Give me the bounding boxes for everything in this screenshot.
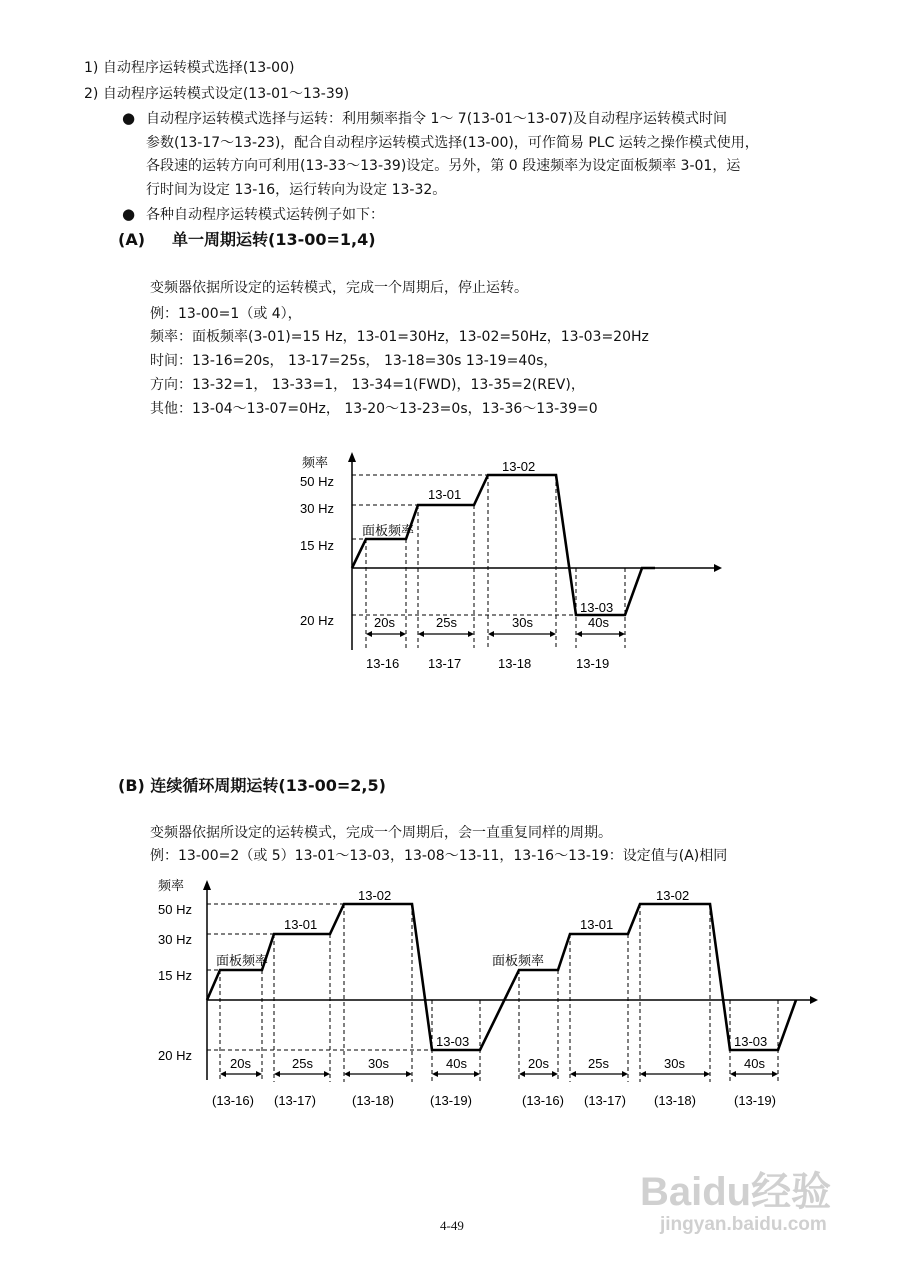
- chart-a-param-3: 13-18: [498, 656, 532, 671]
- section-a-desc: 变频器依据所设定的运转模式，完成一个周期后，停止运转。: [150, 280, 528, 296]
- chart-b-step-7: 13-02: [656, 888, 690, 903]
- chart-b-y-15: 15 Hz: [158, 968, 192, 983]
- chart-b-param-7: (13-18): [654, 1093, 696, 1108]
- chart-b-dur-3: 30s: [368, 1056, 389, 1071]
- bullet-1-icon: ●: [122, 109, 136, 127]
- watermark-brand: Baidu经验: [640, 1170, 832, 1214]
- chart-a-y-20: 20 Hz: [300, 613, 334, 628]
- bullet1-line-4: 行时间为设定 13-16，运行转向为设定 13-32。: [146, 182, 447, 198]
- chart-b-dur-8: 40s: [744, 1056, 765, 1071]
- chart-b-param-1: (13-16): [212, 1093, 254, 1108]
- chart-b-dur-2: 25s: [292, 1056, 313, 1071]
- chart-b-param-8: (13-19): [734, 1093, 776, 1108]
- section-a-line-3: 时间：13-16=20s， 13-17=25s， 13-18=30s 13-19=40s，: [150, 353, 558, 369]
- section-a-line-4: 方向：13-32=1， 13-33=1， 13-34=1(FWD)，13-35=2(REV)，: [150, 377, 585, 393]
- section-a-line-5: 其他：13-04～13-07=0Hz， 13-20～13-23=0s，13-36～13-39=0: [150, 401, 598, 417]
- watermark-url: jingyan.baidu.com: [660, 1214, 827, 1235]
- chart-b-y-50: 50 Hz: [158, 902, 192, 917]
- chart-a-dur-2: 25s: [436, 615, 457, 630]
- chart-b-step-8: 13-03: [734, 1034, 768, 1049]
- chart-b-dur-7: 30s: [664, 1056, 685, 1071]
- chart-b-step-3: 13-02: [358, 888, 392, 903]
- chart-b-step-1: 面板频率: [216, 953, 269, 968]
- chart-a-y-30: 30 Hz: [300, 501, 334, 516]
- chart-b-dur-1: 20s: [230, 1056, 251, 1071]
- bullet2-text: 各种自动程序运转模式运转例子如下：: [146, 207, 384, 223]
- chart-b-step-4: 13-03: [436, 1034, 470, 1049]
- section-b-desc: 变频器依据所设定的运转模式，完成一个周期后，会一直重复同样的周期。: [150, 825, 612, 841]
- chart-b-dur-5: 20s: [528, 1056, 549, 1071]
- chart-a-dur-4: 40s: [588, 615, 609, 630]
- chart-a-dur-3: 30s: [512, 615, 533, 630]
- bullet1-line-2: 参数(13-17～13-23)，配合自动程序运转模式选择(13-00)，可作简易 PLC 运转之操作模式使用，: [146, 135, 759, 151]
- list-item-1: 1) 自动程序运转模式选择(13-00): [84, 60, 295, 76]
- chart-a-param-1: 13-16: [366, 656, 400, 671]
- chart-b-dur-6: 25s: [588, 1056, 609, 1071]
- chart-b-step-5: 面板频率: [492, 953, 545, 968]
- bullet1-line-3: 各段速的运转方向可利用(13-33～13-39)设定。另外，第 0 段速频率为设定面板频率 3-01，运: [146, 158, 741, 174]
- chart-a-step-1301: 13-01: [428, 487, 462, 502]
- chart-a-step-1303: 13-03: [580, 600, 614, 615]
- chart-b-y-20: 20 Hz: [158, 1048, 192, 1063]
- chart-b-dur-4: 40s: [446, 1056, 467, 1071]
- chart-a-y-50: 50 Hz: [300, 474, 334, 489]
- chart-a-y-title: 频率: [302, 455, 329, 470]
- chart-b-y-30: 30 Hz: [158, 932, 192, 947]
- page-number: 4-49: [440, 1218, 464, 1233]
- list-item-2: 2) 自动程序运转模式设定(13-01～13-39): [84, 86, 350, 102]
- chart-a-step-1302: 13-02: [502, 459, 536, 474]
- section-a-title: 单一周期运转(13-00=1,4): [172, 230, 376, 249]
- chart-a-step-panel: 面板频率: [362, 523, 415, 538]
- chart-b-y-title: 频率: [158, 878, 185, 893]
- chart-b-step-2: 13-01: [284, 917, 318, 932]
- section-a-line-1: 例：13-00=1（或 4），: [150, 306, 302, 322]
- section-b-title: (B) 连续循环周期运转(13-00=2,5): [118, 776, 386, 795]
- section-a-line-2: 频率：面板频率(3-01)=15 Hz，13-01=30Hz，13-02=50Hz，13-03=20Hz: [150, 329, 649, 345]
- chart-b-step-6: 13-01: [580, 917, 614, 932]
- chart-b-param-6: (13-17): [584, 1093, 626, 1108]
- bullet-2-icon: ●: [122, 205, 136, 223]
- chart-b-param-5: (13-16): [522, 1093, 564, 1108]
- chart-a-y-15: 15 Hz: [300, 538, 334, 553]
- section-a-label: (A): [118, 230, 146, 249]
- chart-b-param-2: (13-17): [274, 1093, 316, 1108]
- chart-a-param-4: 13-19: [576, 656, 610, 671]
- chart-b-param-4: (13-19): [430, 1093, 472, 1108]
- section-b-example: 例：13-00=2（或 5）13-01～13-03，13-08～13-11，13-16～13-19：设定值与(A)相同: [150, 848, 728, 864]
- chart-a-param-2: 13-17: [428, 656, 462, 671]
- bullet1-line-1: 自动程序运转模式选择与运转：利用频率指令 1～ 7(13-01～13-07)及自动程序运转模式时间: [146, 111, 727, 127]
- chart-a-dur-1: 20s: [374, 615, 395, 630]
- chart-b-param-3: (13-18): [352, 1093, 394, 1108]
